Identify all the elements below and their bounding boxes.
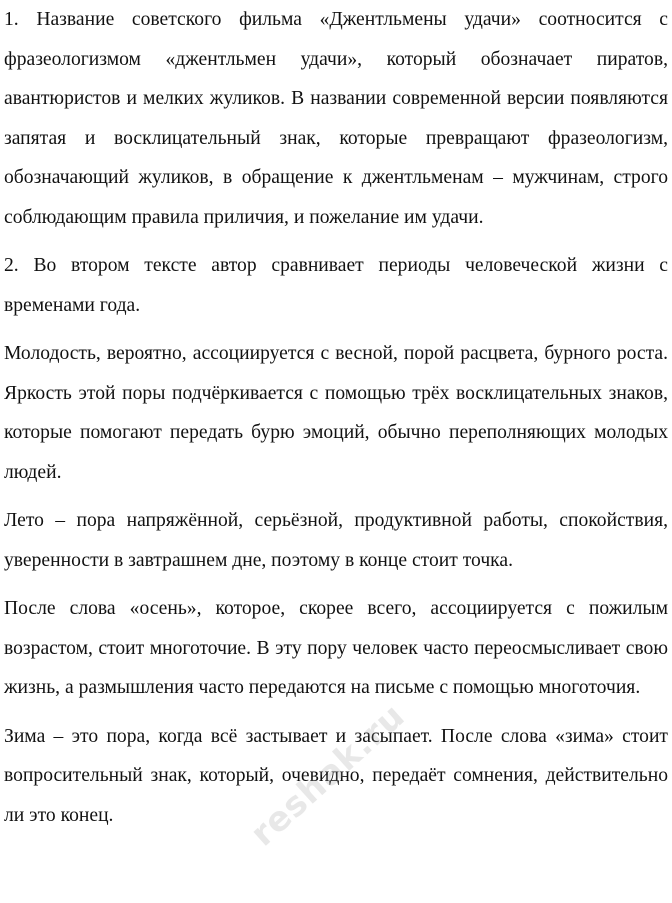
paragraph-autumn: После слова «осень», которое, скорее всего, ассоциируется с пожилым возрастом, стоит многоточие. В эту пору человек часто переосмысливает свою жизнь, а размышления часто передаются на письме с помощью многоточия. xyxy=(4,598,668,698)
document-body xyxy=(4,0,668,844)
paragraph-summer: Лето – пора напряжённой, серьёзной, продуктивной работы, спокойствия, уверенности в завтрашнем дне, поэтому в конце стоит точка. xyxy=(4,510,668,571)
paragraph-winter: Зима – это пора, когда всё застывает и засыпает. После слова «зима» стоит вопросительный знак, который, очевидно, передаёт сомнения, действительно ли это конец. xyxy=(4,725,668,826)
paragraph-seasons-intro: 2. Во втором тексте автор сравнивает периоды человеческой жизни с временами года. xyxy=(4,255,668,316)
watermark: reshak.ru xyxy=(243,695,413,855)
paragraph-youth: Молодость, вероятно, ассоциируется с весной, порой расцвета, бурного роста. Яркость этой поры подчёркивается с помощью трёх восклицательных знаков, которые помогают передать бурю эмоций, обычно переполняющих молодых людей. xyxy=(4,343,668,483)
paragraph-film-title: 1. Название советского фильма «Джентльмены удачи» соотносится с фразеологизмом «джентльмен удачи», который обозначает пиратов, авантюристов и мелких жуликов. В названии современной версии появляются запятая и восклицательный знак, которые превращают фразеологизм, обозначающий жуликов, в обращение к джентльменам – мужчинам, строго соблюдающим правила приличия, и пожелание им удачи. xyxy=(4,9,668,228)
